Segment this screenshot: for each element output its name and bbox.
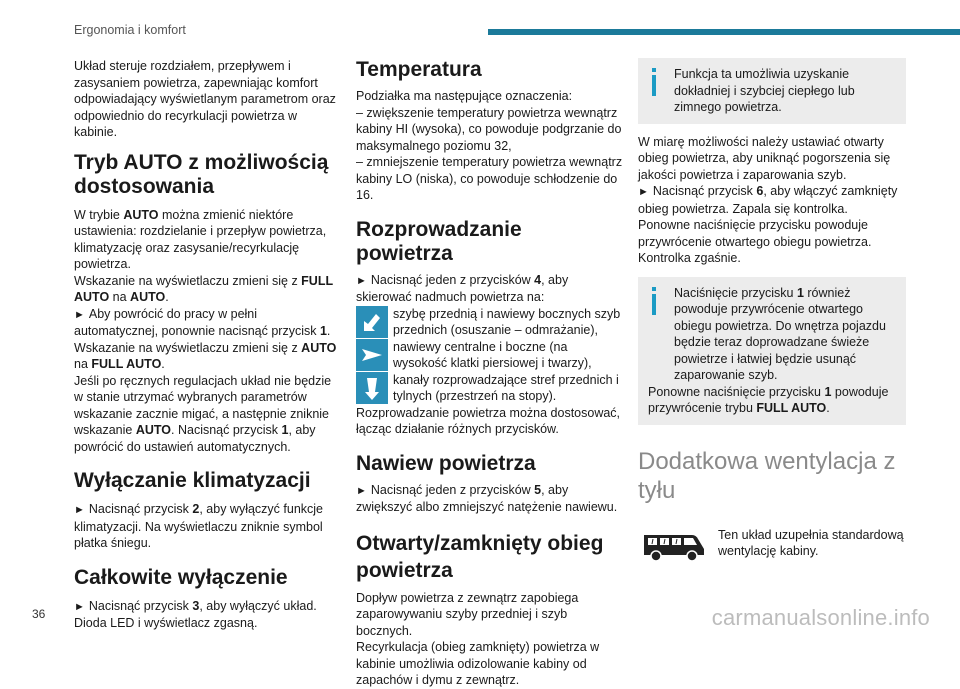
- recirculation-paragraph-2: Recyrkulacja (obieg zamknięty) powietrza w kabinie umożliwia odizolowanie kabiny od zapachów i dymu z zewnątrz.: [356, 640, 600, 687]
- info-icon: [652, 287, 656, 315]
- temperature-item-2: – zmniejszenie temperatury powietrza wewnątrz kabiny LO (niska), co powoduje schłodzenie do 16.: [356, 155, 623, 202]
- distribution-option-windscreen: szybę przednią i nawiewy bocznych szyb przednich (osuszanie – odmrażanie),: [356, 306, 624, 339]
- rear-ventilation-text: Ten układ uzupełnia standardową wentylację kabiny.: [718, 527, 904, 558]
- header-title: Ergonomia i komfort: [74, 23, 186, 37]
- info-icon: [652, 68, 656, 96]
- auto-paragraph-4: Wskazanie na wyświetlaczu zmieni się z AUTO na FULL AUTO.: [74, 340, 337, 371]
- airflow-paragraph: ► Nacisnąć jeden z przycisków 5, aby zwiększyć albo zmniejszyć natężenie nawiewu.: [356, 482, 618, 514]
- van-icon: [640, 527, 706, 563]
- distribution-paragraph: ► Nacisnąć jeden z przycisków 4, aby skierować nadmuch powietrza na:: [356, 272, 569, 304]
- intro-paragraph: Układ steruje rozdziałem, przepływem i zasysaniem powietrza, zapewniając komfort odpowiadający wyświetlanym parametrom oraz odpowiednio do recyrkulacji powietrza w kabinie.: [74, 59, 336, 139]
- watermark: carmanualsonline.info: [711, 605, 930, 630]
- ac-off-heading: Wyłączanie klimatyzacji: [74, 469, 311, 492]
- arrow-right-icon: [356, 339, 388, 371]
- arrow-right-icon: ►: [356, 274, 367, 287]
- recirc-advice-paragraph: W miarę możliwości należy ustawiać otwarty obieg powietrza, aby uniknąć pogorszenia się jakości powietrza i zaparowania szyb.: [638, 134, 891, 182]
- recirc-off-paragraph: Ponowne naciśnięcie przycisku powoduje przywrócenie otwartego obiegu powietrza. Kontrolka zgaśnie.: [638, 218, 872, 265]
- arrow-right-icon: ►: [74, 504, 85, 516]
- rear-ventilation-heading: Dodatkowa wentylacja z tyłu: [638, 447, 896, 504]
- column-2: [356, 58, 624, 689]
- arrow-right-icon: ►: [356, 484, 367, 497]
- info-box-1: Funkcja ta umożliwia uzyskanie dokładniej i szybciej ciepłego lub zimnego powietrza.: [638, 58, 906, 124]
- info-box-2: Naciśnięcie przycisku 1 również powoduje przywrócenie otwartego obiegu powietrza. Do wnętrza pojazdu będzie teraz doprowadzane świeże powietrze i łatwiej będzie usunąć zaparowanie szyb. Ponowne naciśnięcie przycisku 1 powoduje przywrócenie trybu FULL AUTO.: [638, 277, 906, 425]
- auto-paragraph-3: ► Aby powrócić do pracy w pełni automatycznej, ponownie nacisnąć przycisk 1.: [74, 306, 331, 338]
- auto-heading: Tryb AUTO z możliwością dostosowania: [74, 150, 329, 198]
- recirc-on-paragraph: ► Nacisnąć przycisk 6, aby włączyć zamknięty obieg powietrza. Zapala się kontrolka.: [638, 184, 898, 216]
- distribution-option-feet: kanały rozprowadzające stref przednich i tylnych (przestrzeń na stopy).: [356, 372, 624, 405]
- full-off-heading: Całkowite wyłączenie: [74, 565, 288, 589]
- temperature-item-1: – zwiększenie temperatury powietrza wewnątrz kabiny HI (wysoka), co powoduje podgrzanie do maksymalnego poziomu 32,: [356, 105, 622, 153]
- header-accent-bar: [488, 29, 960, 35]
- column-1: [74, 58, 342, 632]
- temperature-paragraph: Podziałka ma następujące oznaczenia:: [356, 89, 573, 103]
- temperature-heading: Temperatura: [356, 58, 482, 81]
- airflow-heading: Nawiew powietrza: [356, 451, 536, 475]
- recirculation-heading: Otwarty/zamknięty obieg powietrza: [356, 531, 604, 582]
- ac-off-paragraph: ► Nacisnąć przycisk 2, aby wyłączyć funkcje klimatyzacji. Na wyświetlaczu zniknie symbol płatka śniegu.: [74, 502, 324, 550]
- arrow-right-icon: ►: [74, 600, 85, 613]
- column-3: [638, 58, 906, 563]
- page-number: 36: [32, 607, 46, 621]
- arrow-up-right-icon: [356, 306, 388, 338]
- recirculation-paragraph-1: Dopływ powietrza z zewnątrz zapobiega zaparowywaniu szyby przedniej i szyb bocznych.: [356, 590, 579, 638]
- distribution-heading: Rozprowadzanie powietrza: [356, 217, 522, 265]
- arrow-right-icon: ►: [638, 186, 649, 198]
- auto-paragraph-2: Wskazanie na wyświetlaczu zmieni się z FULL AUTO na AUTO.: [74, 273, 333, 304]
- full-off-paragraph: ► Nacisnąć przycisk 3, aby wyłączyć układ. Dioda LED i wyświetlacz zgasną.: [74, 598, 317, 630]
- auto-paragraph-1: W trybie AUTO można zmienić niektóre ustawienia: rozdzielanie i przepływ powietrza, klimatyzację oraz zasysanie/recyrkulację powietrza.: [74, 207, 327, 271]
- distribution-paragraph-2: Rozprowadzanie powietrza można dostosować, łącząc działanie różnych przycisków.: [356, 405, 621, 436]
- rear-ventilation-row: [640, 527, 906, 563]
- auto-paragraph-5: Jeśli po ręcznych regulacjach układ nie będzie w stanie utrzymać wybranych parametrów wskazanie zacznie migać, a następnie zniknie wskazanie AUTO. Nacisnąć przycisk 1, aby powrócić do ustawień automatycznych.: [74, 373, 332, 454]
- arrow-right-icon: ►: [74, 308, 85, 321]
- arrow-down-icon: [356, 372, 388, 404]
- distribution-option-face: nawiewy centralne i boczne (na wysokość klatki piersiowej i twarzy),: [356, 339, 624, 372]
